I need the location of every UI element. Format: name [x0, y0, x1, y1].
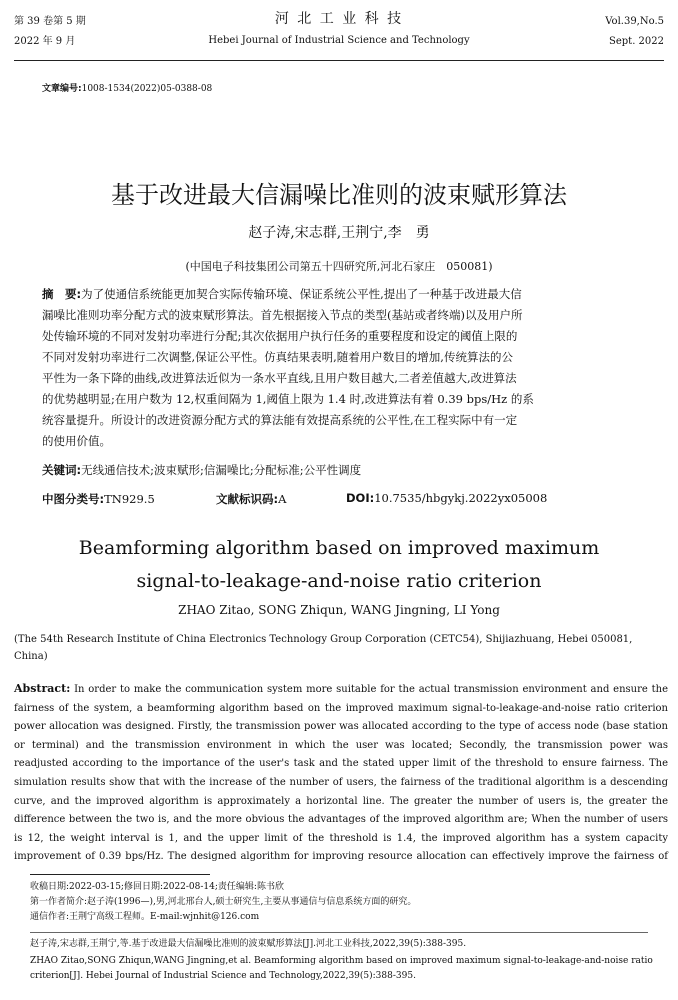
abstract-cn-line: 漏噪比准则功率分配方式的波束赋形算法。首先根据接入节点的类型(基站或者终端)以及用户所 [42, 308, 523, 322]
issue-date: 2022 年 9 月 [14, 36, 76, 47]
received-dates: 收稿日期:2022-03-15;修回日期:2022-08-14;责任编辑:陈书欣 [30, 882, 284, 892]
abstract-en-line: In order to make the communication system more suitable for the actual transmission environment and ensure the [74, 684, 668, 695]
abstract-en-line: power allocation was designed. Firstly, the transmission power was allocated according to the type of access node (base station [14, 721, 668, 733]
abstract-cn-line: 的优势越明显;在用户数为 12,权重间隔为 1,阈值上限为 1.4 时,改进算法有着 0.39 bps/Hz 的系 [42, 392, 534, 406]
corresponding-author: 通信作者:王荆宁高级工程师。E-mail:wjnhit@126.com [30, 912, 260, 922]
clc-number [42, 491, 155, 507]
abstract-cn-label: 摘 要: [42, 287, 82, 301]
volume-label: 第 39 卷第 5 期 [14, 16, 86, 27]
journal-masthead [0, 12, 678, 48]
affiliation-cn: (中国电子科技集团公司第五十四研究所,河北石家庄 050081) [185, 260, 493, 273]
volume-label-en: Vol.39,No.5 [605, 16, 664, 27]
abstract-en-line: improvement of 0.39 bps/Hz. The designed algorithm for improving resource allocation can effectively improve the fairness of [14, 851, 668, 863]
footnote-rule [30, 874, 210, 875]
citation-en-line: criterion[J]. Hebei Journal of Industrial Science and Technology,2022,39(5):388-395. [30, 971, 416, 981]
abstract-cn-line: 不同对发射功率进行二次调整,保证公平性。仿真结果表明,随着用户数目的增加,传统算法的公 [42, 350, 513, 364]
abstract-en [14, 680, 668, 867]
abstract-cn-line: 平性为一条下降的曲线,改进算法近似为一条水平直线,且用户数目越大,二者差值越大,改进算法 [42, 371, 517, 385]
volume-issue-en [605, 15, 664, 49]
citation-block [30, 937, 653, 984]
journal-name-en: Hebei Journal of Industrial Science and Technology [208, 35, 470, 46]
abstract-en-label: Abstract: [14, 682, 71, 695]
article-number-label: 文章编号: [42, 84, 82, 94]
abstract-en-line: is 12, the weight interval is 1, and the upper limit of the threshold is 1.4, the improved algorithm has a system capacity [14, 832, 668, 844]
issue-date-en: Sept. 2022 [609, 36, 664, 47]
citation-rule [30, 932, 648, 933]
keywords [42, 462, 361, 478]
header-rule [14, 60, 664, 61]
abstract-en-line: curve, and the improved algorithm is approximately a horizontal line. The greater the number of users is, the greater the [14, 795, 668, 807]
abstract-cn-line: 的使用价值。 [42, 434, 111, 448]
abstract-cn-line: 处传输环境的不同对发射功率进行分配;其次依据用户执行任务的重要程度和设定的阈值上限的 [42, 329, 518, 343]
abstract-en-line: readjusted according to the importance of the user's task and the stated upper limit of the threshold to ensure fairness. The [14, 758, 668, 770]
affiliation-en-line: (The 54th Research Institute of China Electronics Technology Group Corporation (CETC54), Shijiazhuang, Hebei 050081, [14, 634, 633, 645]
article-number [42, 81, 212, 94]
abstract-cn-line: 统容量提升。所设计的改进资源分配方式的算法能有效提高系统的公平性,在工程实际中有一定 [42, 413, 518, 427]
first-author-bio: 第一作者简介:赵子涛(1996—),男,河北邢台人,硕士研究生,主要从事通信与信息系统方面的研究。 [30, 897, 417, 907]
abstract-en-line: simulation results show that with the increase of the number of users, the fairness of the traditional algorithm is a descending [14, 776, 668, 788]
citation-cn: 赵子涛,宋志群,王荆宁,等.基于改进最大信漏噪比准则的波束赋形算法[J].河北工业科技,2022,39(5):388-395. [30, 939, 467, 949]
keywords-label: 关键词: [42, 463, 82, 477]
authors-en: ZHAO Zitao, SONG Zhiqun, WANG Jingning, LI Yong [178, 603, 500, 617]
paper-title-cn: 基于改进最大信漏噪比准则的波束赋形算法 [111, 181, 567, 209]
abstract-en-line: or terminal) and the transmission environment in which the user was located; Secondly, the transmission power was [14, 739, 668, 751]
journal-name-cn: 河 北 工 业 科 技 [274, 11, 404, 27]
article-number-value: 1008-1534(2022)05-0388-08 [81, 84, 213, 94]
clc-value: TN929.5 [104, 492, 155, 506]
doi [346, 491, 547, 505]
authors-cn: 赵子涛,宋志群,王荆宁,李 勇 [248, 225, 430, 241]
citation-en-line: ZHAO Zitao,SONG Zhiqun,WANG Jingning,et al. Beamforming algorithm based on improved maximum signal-to-leakage-and-noise ratio [30, 956, 653, 966]
document-code-label: 文献标识码: [216, 492, 279, 506]
abstract-en-line: difference between the two is, and the more obvious the advantages of the improved algorithm are; When the number of users [14, 814, 668, 826]
paper-title-en-line: Beamforming algorithm based on improved maximum [78, 537, 600, 559]
affiliation-en-line: China) [14, 651, 48, 662]
paper-title-en [0, 532, 678, 597]
affiliation-en [14, 631, 668, 665]
abstract-cn-line: 为了使通信系统能更加契合实际传输环境、保证系统公平性,提出了一种基于改进最大信 [81, 287, 522, 301]
document-code-value: A [278, 492, 287, 506]
keywords-value: 无线通信技术;波束赋形;信漏噪比;分配标准;公平性调度 [81, 463, 362, 477]
document-code [216, 491, 286, 507]
abstract-en-line: fairness of the system, a beamforming algorithm based on the improved maximum signal-to-leakage-and-noise ratio criterion [14, 702, 668, 714]
abstract-cn [42, 284, 638, 452]
clc-label: 中图分类号: [42, 492, 105, 506]
doi-label: DOI: [346, 491, 375, 505]
footnotes [30, 880, 650, 925]
doi-link[interactable]: 10.7535/hbgykj.2022yx05008 [374, 491, 548, 505]
paper-title-en-line: signal-to-leakage-and-noise ratio criterion [136, 570, 542, 592]
